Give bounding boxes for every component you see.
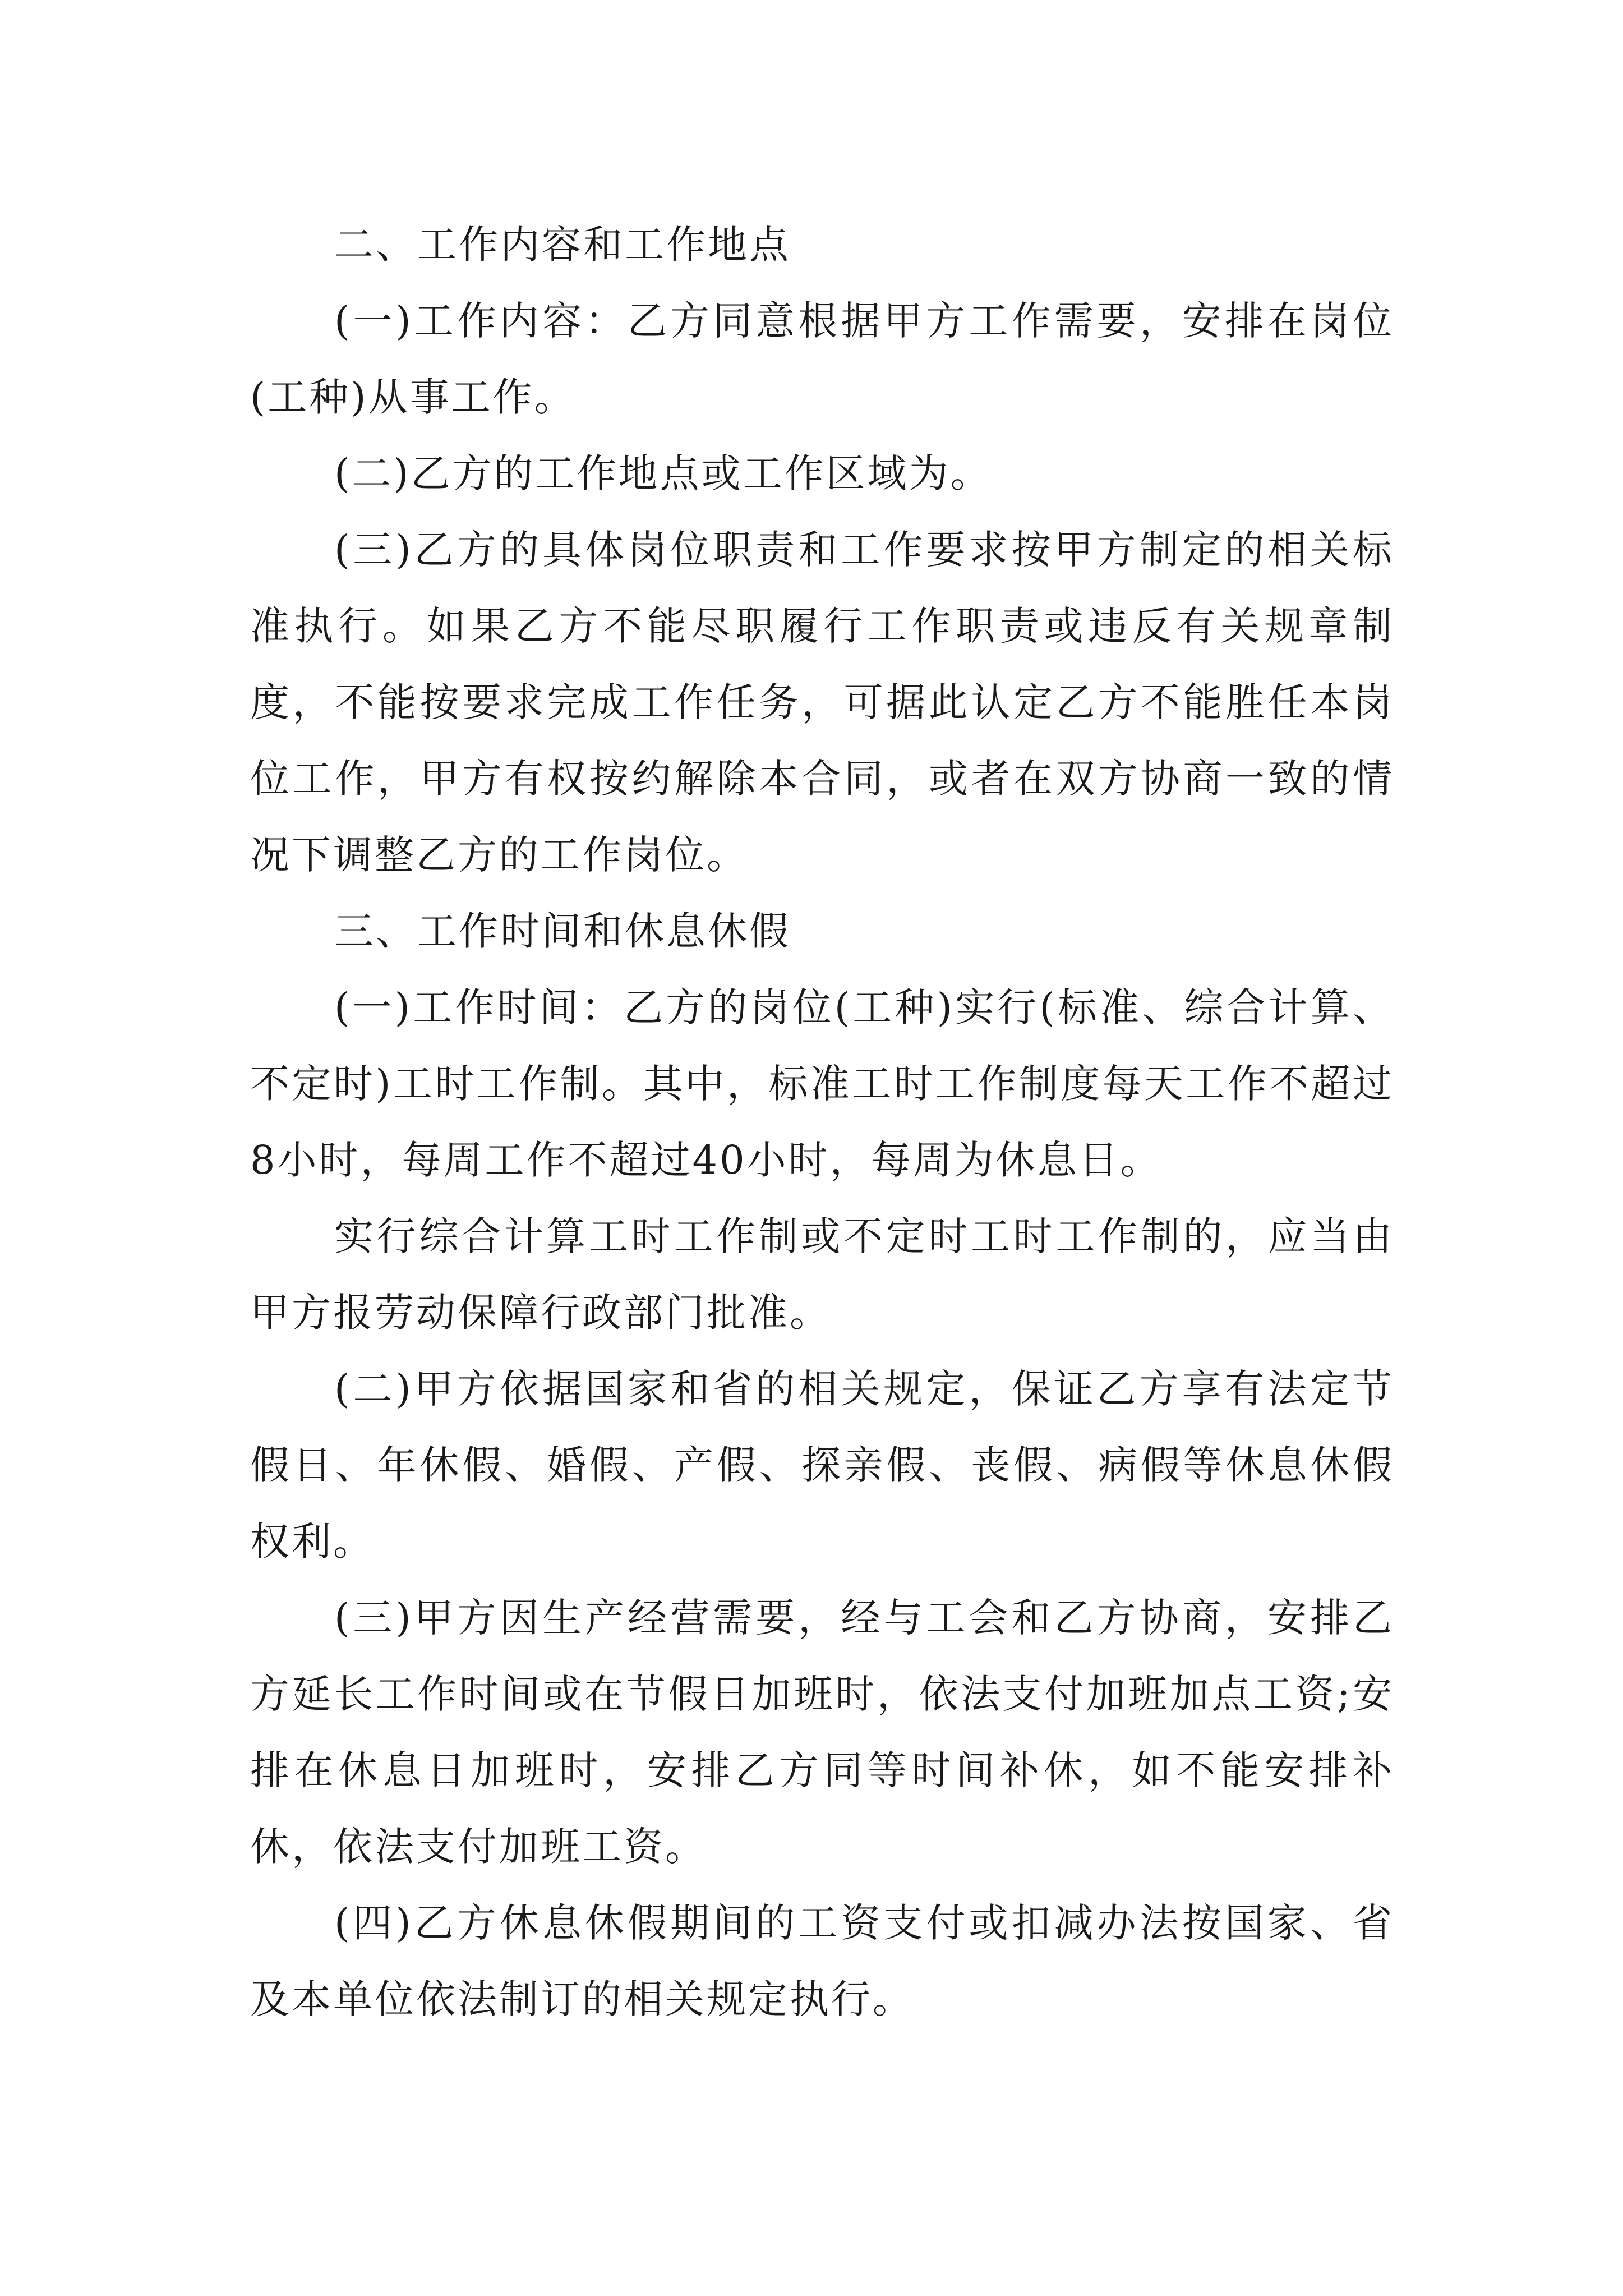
section-heading-work-content: 二、工作内容和工作地点 bbox=[334, 222, 791, 268]
paragraph-leave-pay: (四)乙方休息休假期间的工资支付或扣减办法按国家、省及本单位依法制订的相关规定执行。 bbox=[250, 1900, 1394, 2022]
paragraph-work-content: (一)工作内容：乙方同意根据甲方工作需要，安排在岗位(工种)从事工作。 bbox=[250, 298, 1394, 420]
paragraph-working-hours: (一)工作时间：乙方的岗位(工种)实行(标准、综合计算、不定时)工时工作制。其中，标准工时工作制度每天工作不超过8小时，每周工作不超过40小时，每周为休息日。 bbox=[250, 984, 1394, 1183]
paragraph-overtime: (三)甲方因生产经营需要，经与工会和乙方协商，安排乙方延长工作时间或在节假日加班时，依法支付加班加点工资;安排在休息日加班时，安排乙方同等时间补休，如不能安排补休，依法支付加班工资。 bbox=[250, 1595, 1394, 1870]
paragraph-holidays: (二)甲方依据国家和省的相关规定，保证乙方享有法定节假日、年休假、婚假、产假、探亲假、丧假、病假等休息休假权利。 bbox=[250, 1366, 1394, 1565]
paragraph-work-location: (二)乙方的工作地点或工作区域为。 bbox=[334, 450, 992, 496]
section-heading-working-hours: 三、工作时间和休息休假 bbox=[334, 908, 791, 954]
contract-body bbox=[250, 206, 1394, 2037]
paragraph-hours-approval: 实行综合计算工时工作制或不定时工时工作制的，应当由甲方报劳动保障行政部门批准。 bbox=[250, 1213, 1394, 1336]
paragraph-job-duties: (三)乙方的具体岗位职责和工作要求按甲方制定的相关标准执行。如果乙方不能尽职履行工作职责或违反有关规章制度，不能按要求完成工作任务，可据此认定乙方不能胜任本岗位工作，甲方有权按约解除本合同，或者在双方协商一致的情况下调整乙方的工作岗位。 bbox=[250, 527, 1394, 878]
